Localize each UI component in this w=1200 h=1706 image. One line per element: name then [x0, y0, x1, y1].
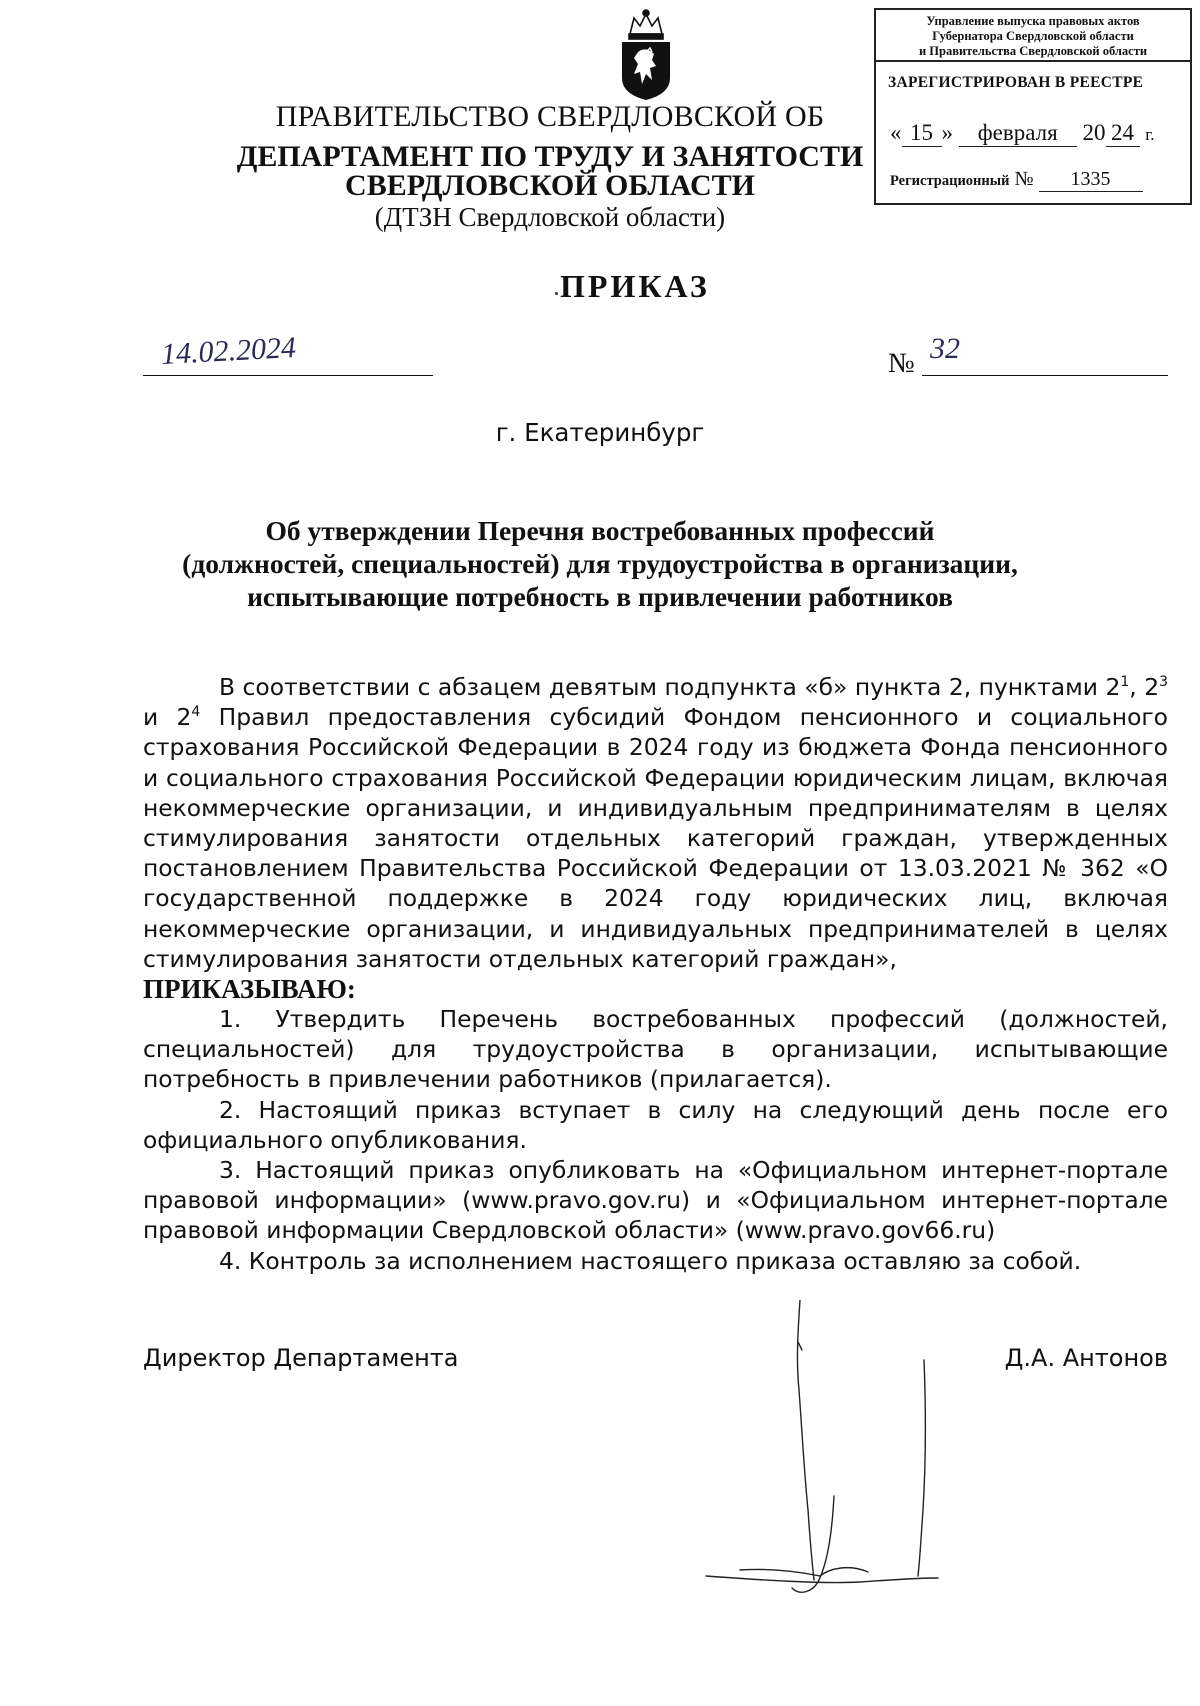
stamp-reg-number: 1335	[1039, 168, 1143, 192]
stamp-registered-label: ЗАРЕГИСТРИРОВАН В РЕЕСТРЕ	[888, 74, 1144, 91]
document-title	[160, 514, 1040, 613]
preamble-sep2: и 2	[143, 703, 192, 732]
stamp-day: 15	[902, 120, 942, 147]
order-item-2: 2. Настоящий приказ вступает в силу на следующий день после его официального опубликования.	[143, 1095, 1168, 1154]
stamp-office-line1: Управление выпуска правовых актов	[926, 14, 1140, 28]
coat-of-arms-icon	[616, 8, 676, 102]
stamp-reg-label: Регистрационный	[890, 173, 1010, 189]
stamp-office	[876, 10, 1190, 62]
stamp-year-mark: г.	[1145, 125, 1155, 144]
title-line3: испытывающие потребность в привлечении работников	[247, 581, 953, 612]
superscript-1: 1	[1120, 674, 1130, 691]
stamp-close-quote: »	[941, 120, 953, 145]
superscript-3: 3	[1159, 674, 1168, 691]
stamp-date	[890, 120, 1155, 147]
orders-heading: ПРИКАЗЫВАЮ:	[143, 974, 356, 1005]
registration-stamp	[874, 8, 1192, 205]
government-name: ПРАВИТЕЛЬСТВО СВЕРДЛОВСКОЙ ОБ	[275, 100, 825, 133]
department-abbreviation: (ДТЗН Свердловской области)	[374, 202, 726, 232]
preamble-part1: В соответствии с абзацем девятым подпункта «б» пункта 2, пунктами 2	[219, 673, 1121, 701]
number-sign: №	[888, 348, 915, 379]
city: г. Екатеринбург	[495, 418, 705, 447]
title-line2: (должностей, специальностей) для трудоустройства в организации,	[182, 548, 1018, 579]
stamp-month: февраля	[959, 120, 1077, 147]
order-item-1: 1. Утвердить Перечень востребованных профессий (должностей, специальностей) для трудоустройства в организации, испытывающие потребность в привлечении работников (прилагается).	[143, 1005, 1168, 1094]
date-underline	[143, 375, 433, 376]
stamp-open-quote: «	[890, 120, 902, 145]
signatory-role: Директор Департамента	[143, 1344, 459, 1372]
handwritten-signature	[700, 1300, 940, 1610]
stamp-year-suffix: 24	[1106, 120, 1140, 147]
stamp-year-prefix: 20	[1082, 120, 1106, 145]
title-line1: Об утверждении Перечня востребованных профессий	[265, 515, 935, 546]
document-date: 14.02.2024	[160, 330, 297, 372]
region-name: СВЕРДЛОВСКОЙ ОБЛАСТИ	[345, 169, 755, 202]
order-item-3: 3. Настоящий приказ опубликовать на «Официальном интернет-портале правовой информации» (www.pravo.gov.ru) и «Официальном интернет-портале правовой информации Свердловской области» (www.pravo.gov66.ru)	[143, 1156, 1168, 1245]
superscript-4: 4	[191, 704, 201, 721]
preamble	[143, 672, 1168, 974]
stamp-registration-number	[890, 168, 1143, 192]
number-underline	[922, 375, 1168, 376]
document-number: 32	[930, 332, 960, 365]
preamble-sep1: , 2	[1129, 673, 1160, 701]
order-item-4: 4. Контроль за исполнением настоящего приказа оставляю за собой.	[219, 1246, 1082, 1275]
preamble-part2: Правил предоставления субсидий Фондом пенсионного и социального страхования Российской Федерации в 2024 году из бюджета Фонда пенсионного и социального страхования Российской Федерации юридическим лицам, включая некоммерческие организации, и индивидуальным предпринимателям в целях стимулирования занятости отдельных категорий граждан, утвержденных постановлением Правительства Российской Федерации от 13.03.2021 № 362 «О государственной поддержке в 2024 году юридических лиц, включая некоммерческие организации, и индивидуальных предпринимателей в целях стимулирования занятости отдельных категорий граждан»,	[143, 703, 1168, 973]
scan-dot	[555, 292, 558, 295]
document-type: ПРИКАЗ	[560, 268, 710, 304]
stamp-office-line3: и Правительства Свердловской области	[918, 44, 1148, 58]
stamp-reg-sign: №	[1014, 168, 1034, 190]
department-name: ДЕПАРТАМЕНТ ПО ТРУДУ И ЗАНЯТОСТИ	[236, 140, 864, 173]
document-body	[143, 672, 1168, 1276]
stamp-office-line2: Губернатора Свердловской области	[932, 29, 1134, 43]
signatory-name: Д.А. Антонов	[1004, 1344, 1168, 1372]
